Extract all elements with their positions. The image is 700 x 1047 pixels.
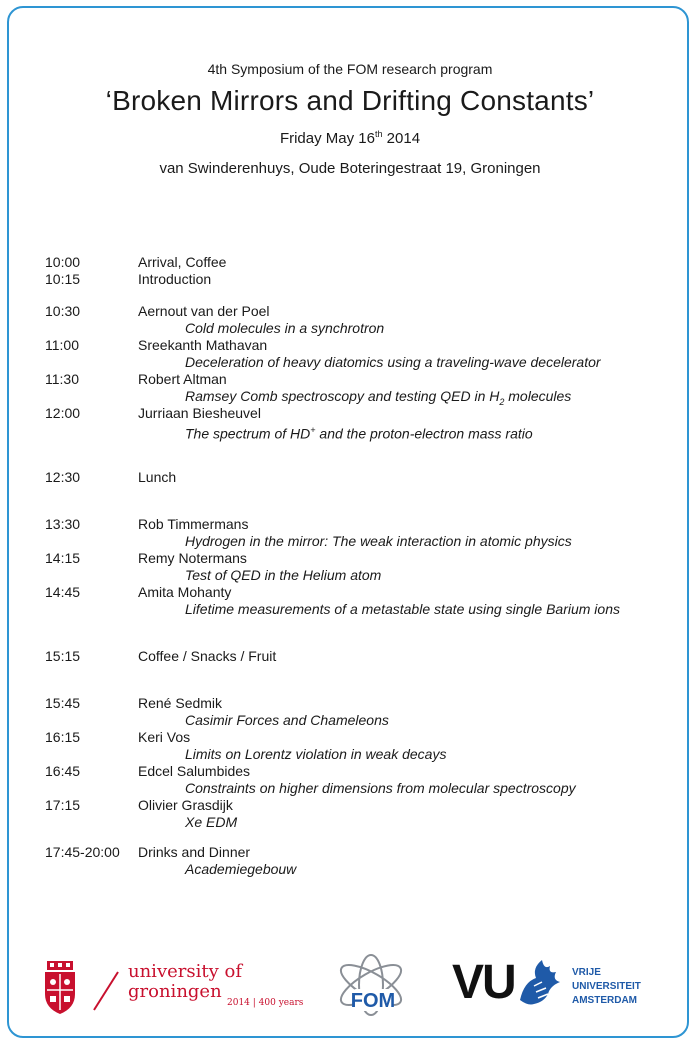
schedule-row [45, 648, 685, 665]
slot-time: 10:30 [45, 303, 81, 319]
griffin-icon [514, 956, 566, 1008]
sponsor-logos [0, 950, 700, 1020]
date-prefix: Friday May 16 [279, 130, 375, 147]
schedule-row [45, 303, 685, 320]
schedule-row [45, 516, 685, 533]
talk-title: Lifetime measurements of a metastable state using single Barium ions [185, 601, 620, 617]
schedule [45, 254, 685, 878]
schedule-row [45, 797, 685, 814]
slot-time: 14:45 [45, 584, 81, 600]
groningen-line1: university of [128, 961, 242, 982]
slot-time: 11:00 [45, 337, 79, 353]
schedule-row [45, 371, 685, 388]
slot-time: 16:45 [45, 763, 81, 779]
groningen-wordmark [128, 962, 242, 1002]
slot-time: 16:15 [45, 729, 81, 745]
slot-time: 13:30 [45, 516, 81, 532]
talk-title [45, 422, 685, 442]
talk-title: Casimir Forces and Chameleons [185, 712, 389, 728]
schedule-row [45, 254, 685, 271]
talk-title: Hydrogen in the mirror: The weak interaction in atomic physics [185, 533, 572, 549]
schedule-row [45, 763, 685, 780]
vu-wordmark [572, 966, 641, 1008]
speaker-name: Keri Vos [138, 729, 191, 745]
speaker-name: Amita Mohanty [138, 584, 232, 600]
date-ordinal: th [374, 129, 383, 139]
slot-time: 15:15 [45, 648, 81, 664]
fom-logo-icon [326, 952, 416, 1018]
talk-title: Cold molecules in a synchrotron [185, 320, 385, 336]
event-venue: van Swinderenhuys, Oude Boteringestraat 19, Groningen [159, 160, 541, 177]
superscript: + [310, 425, 316, 435]
schedule-row [45, 695, 685, 712]
vu-line1: VRIJE [572, 967, 601, 978]
slot-item: Arrival, Coffee [138, 254, 227, 270]
fom-text: FOM [350, 990, 396, 1012]
schedule-row [45, 550, 685, 567]
speaker-name: Robert Altman [138, 371, 227, 387]
slot-time: 17:45-20:00 [45, 844, 120, 860]
schedule-row [45, 337, 685, 354]
speaker-name: Aernout van der Poel [138, 303, 270, 319]
groningen-line2: groningen [128, 981, 222, 1002]
speaker-name: René Sedmik [138, 695, 223, 711]
speaker-name: Sreekanth Mathavan [138, 337, 268, 353]
slot-item: Introduction [138, 271, 212, 287]
vu-line2: UNIVERSITEIT [572, 981, 641, 992]
event-date [0, 129, 700, 147]
talk-title: Limits on Lorentz violation in weak decays [185, 746, 447, 762]
schedule-row [45, 469, 685, 486]
schedule-row [45, 405, 685, 422]
dinner-venue: Academiegebouw [185, 861, 297, 877]
slot-time: 10:15 [45, 271, 81, 287]
slot-time: 12:30 [45, 469, 81, 485]
schedule-row [45, 844, 685, 861]
groningen-crest-icon [37, 958, 83, 1016]
speaker-name: Edcel Salumbides [138, 763, 251, 779]
slot-time: 15:45 [45, 695, 81, 711]
talk-title [45, 388, 685, 405]
divider-slash-icon [86, 968, 126, 1014]
slot-time: 12:00 [45, 405, 81, 421]
talk-title-text: Ramsey Comb spectroscopy and testing QED in H [185, 388, 500, 404]
slot-time: 17:15 [45, 797, 81, 813]
slot-time: 10:00 [45, 254, 81, 270]
groningen-anniversary: 2014 | 400 years [227, 998, 304, 1008]
slot-time: 11:30 [45, 371, 79, 387]
slot-item: Coffee / Snacks / Fruit [138, 648, 277, 664]
vu-mark: VU [452, 956, 515, 1009]
schedule-row [45, 271, 685, 288]
talk-title: Test of QED in the Helium atom [185, 567, 382, 583]
date-suffix: 2014 [382, 130, 421, 147]
page-title: ‘Broken Mirrors and Drifting Constants’ [105, 85, 595, 116]
talk-title-text: and the proton-electron mass ratio [315, 425, 533, 442]
symposium-subtitle: 4th Symposium of the FOM research program [207, 61, 493, 77]
speaker-name: Remy Notermans [138, 550, 247, 566]
talk-title: Constraints on higher dimensions from molecular spectroscopy [185, 780, 576, 796]
talk-title-text: The spectrum of HD [185, 425, 311, 442]
vu-line3: AMSTERDAM [572, 995, 637, 1006]
talk-title: Deceleration of heavy diatomics using a traveling-wave decelerator [185, 354, 601, 370]
slot-time: 14:15 [45, 550, 81, 566]
schedule-row [45, 584, 685, 601]
speaker-name: Olivier Grasdijk [138, 797, 233, 813]
slot-item: Lunch [138, 469, 177, 485]
speaker-name: Jurriaan Biesheuvel [138, 405, 261, 421]
talk-title: Xe EDM [185, 814, 238, 830]
subscript: 2 [499, 396, 505, 407]
schedule-row [45, 729, 685, 746]
speaker-name: Rob Timmermans [138, 516, 249, 532]
slot-item: Drinks and Dinner [138, 844, 251, 860]
talk-title-text: molecules [504, 388, 572, 404]
